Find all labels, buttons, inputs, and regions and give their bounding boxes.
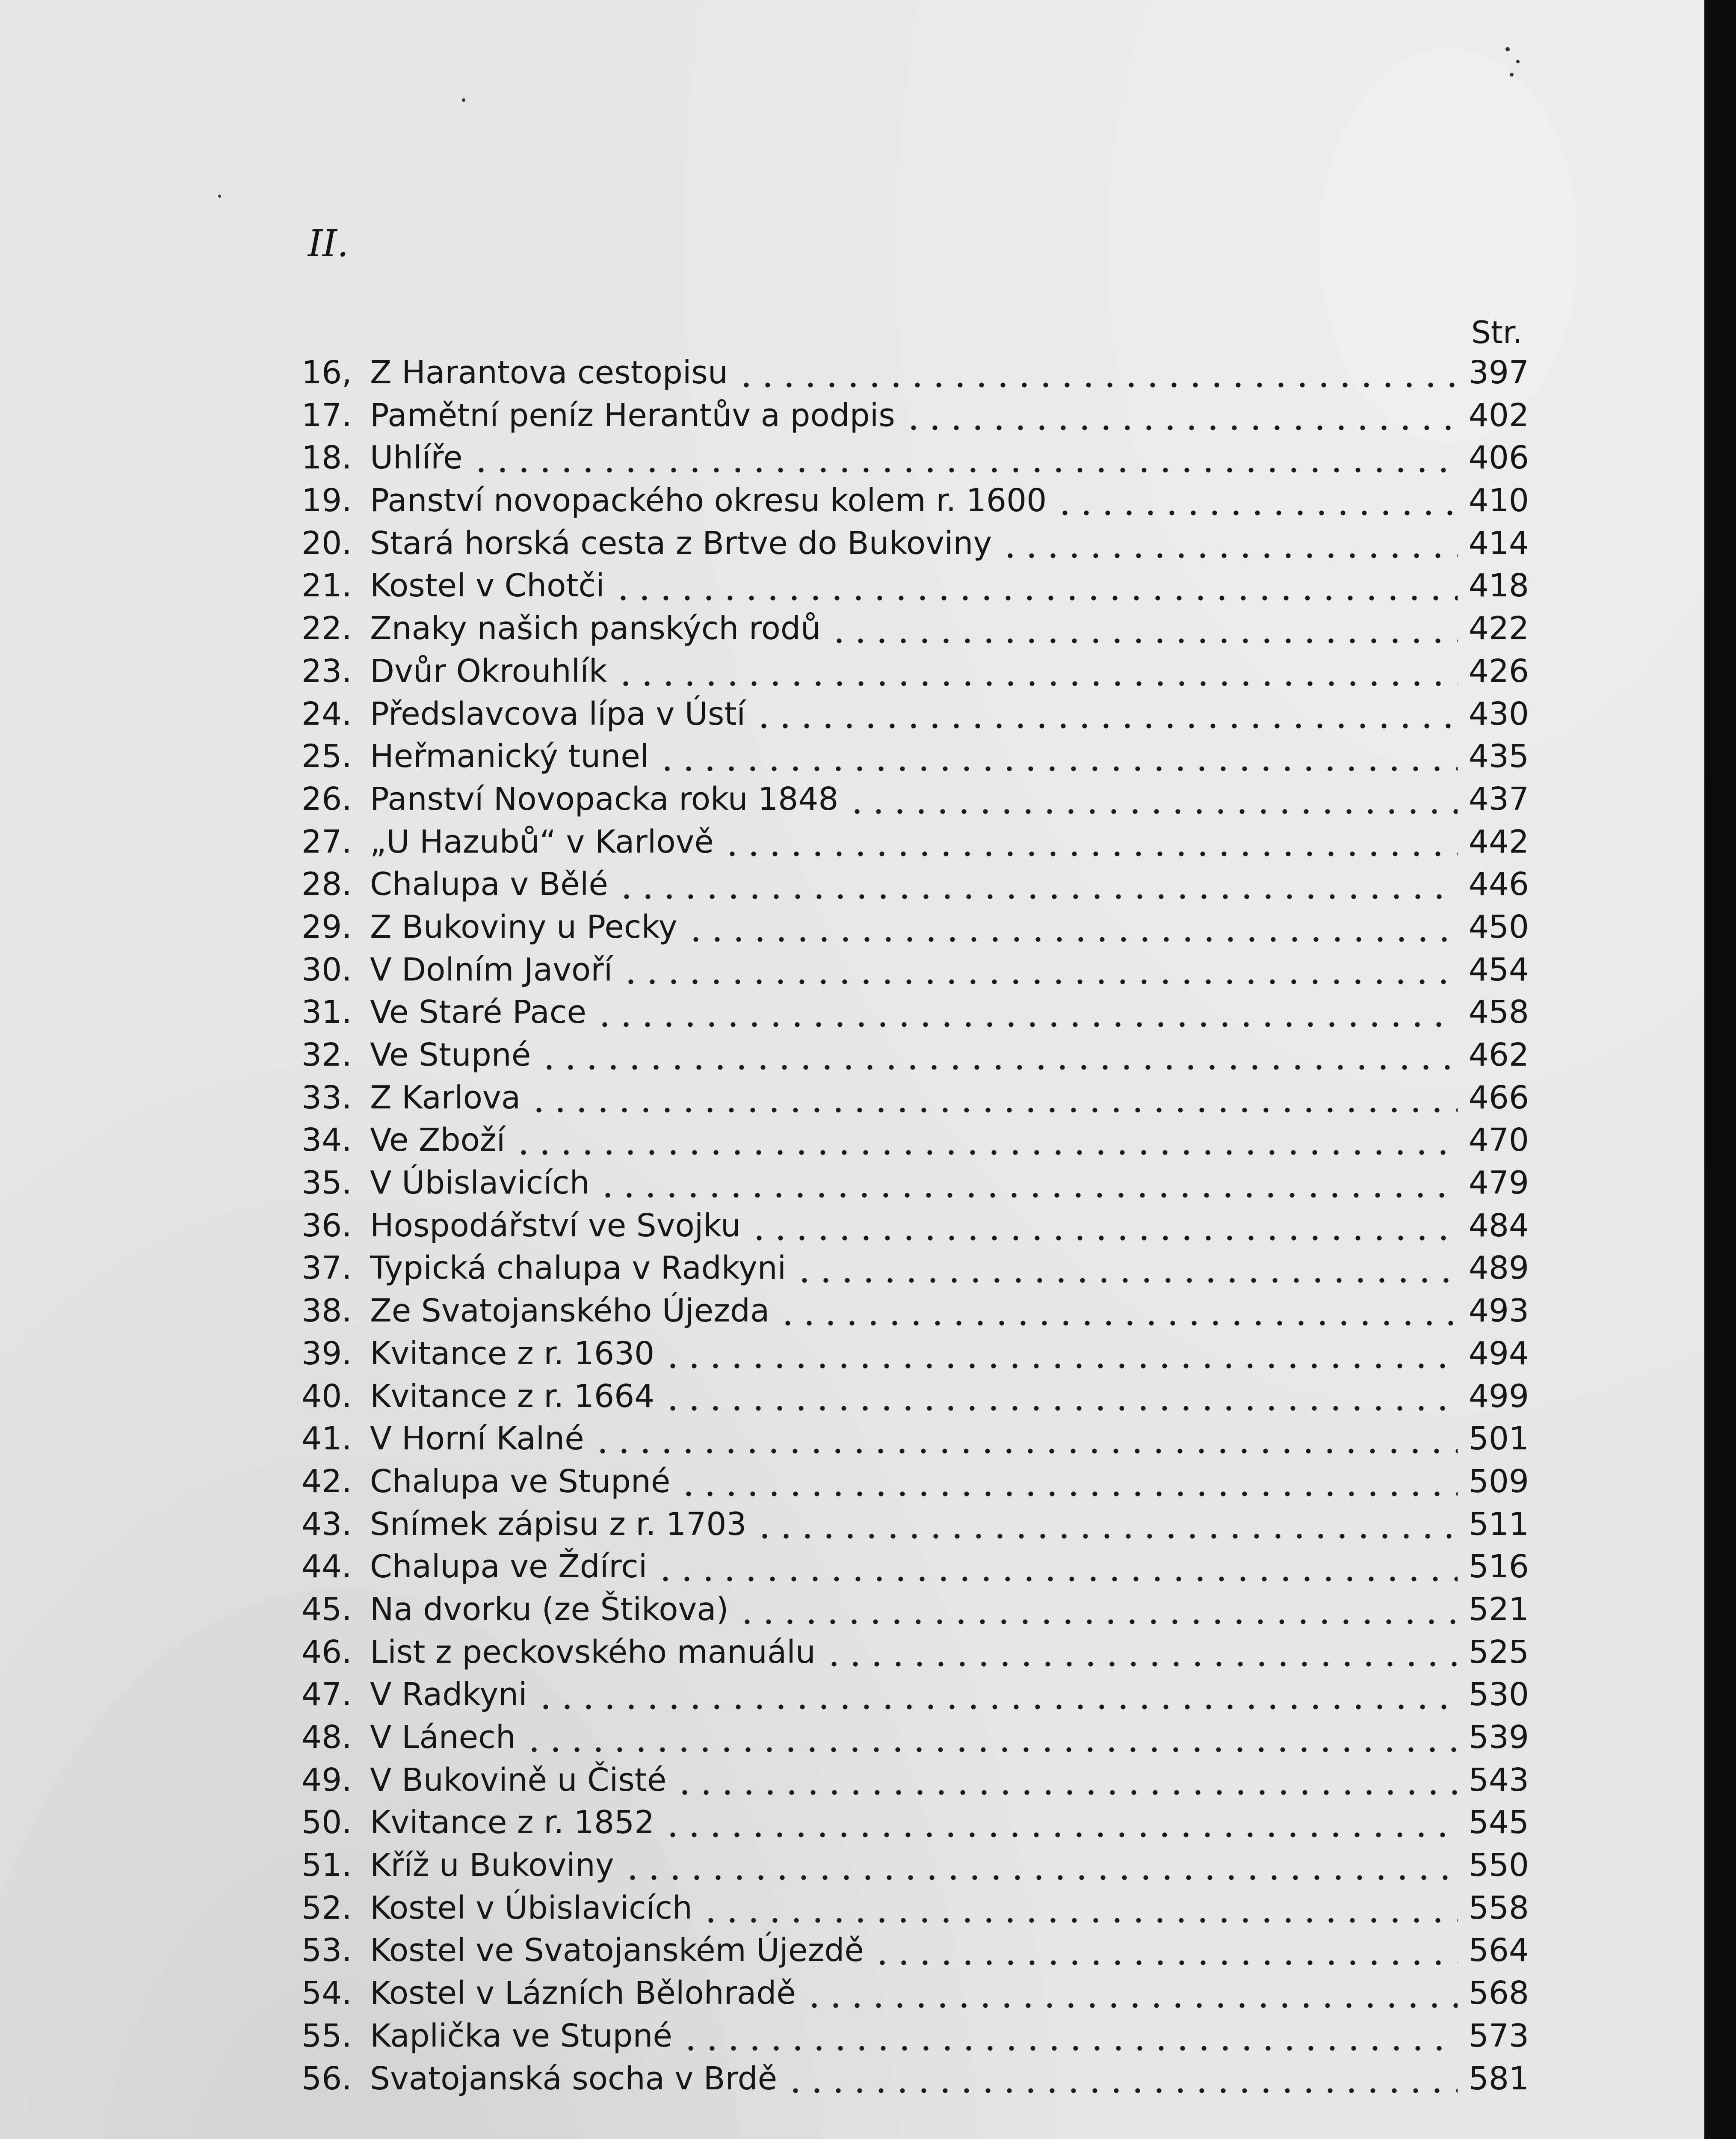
dot-leader [700,1918,1458,1923]
entry-title: Kvitance z r. 1630 [370,1335,655,1372]
dot-leader [528,1108,1458,1113]
dot-leader [872,1960,1458,1965]
dot-leader [612,595,1458,601]
entry-title: Heřmanický tunel [370,738,649,775]
toc-entry [302,565,1529,607]
entry-title: „U Hazubů“ v Karlově [370,823,714,860]
dot-leader [736,382,1458,388]
scan-speck [218,195,221,198]
entry-title: Kaplička ve Stupné [370,2017,672,2054]
entry-title: Z Bukoviny u Pecky [370,908,677,945]
entry-number: 43. [302,1505,352,1543]
entry-title: Kostel v Chotči [370,567,605,604]
scan-speck [1510,73,1514,77]
toc-entry [302,1588,1529,1631]
entry-number: 28. [302,866,352,903]
toc-entry [302,2015,1529,2058]
entry-number: 48. [302,1719,352,1756]
toc-entry [302,1290,1529,1333]
entry-page-number: 521 [1468,1591,1529,1628]
dot-leader [597,1193,1458,1198]
dot-leader [470,468,1458,473]
entry-title: Znaky našich panských rodů [370,610,821,647]
entry-number: 26. [302,780,352,818]
toc-entry [302,1418,1529,1461]
dot-leader [680,2046,1458,2051]
entry-number: 23. [302,652,352,690]
toc-entry [302,1205,1529,1247]
toc-entry [302,1503,1529,1546]
entry-page-number: 509 [1468,1463,1529,1500]
toc-entry [302,1631,1529,1674]
entry-number: 46. [302,1633,352,1671]
entry-title: Předslavcova lípa v Ústí [370,695,746,732]
entry-page-number: 426 [1468,652,1529,690]
entry-title: Chalupa ve Ždírci [370,1548,648,1585]
entry-page-number: 501 [1468,1420,1529,1458]
entry-page-number: 581 [1468,2060,1529,2097]
toc-entry [302,480,1529,522]
toc-entry [302,2058,1529,2100]
toc-entry [302,1887,1529,1930]
entry-page-number: 442 [1468,823,1529,860]
entry-title: V Úbislavicích [370,1164,590,1202]
dot-leader [513,1150,1458,1155]
entry-page-number: 484 [1468,1207,1529,1244]
dot-leader [538,1065,1458,1070]
entry-page-number: 499 [1468,1378,1529,1415]
entry-page-number: 558 [1468,1889,1529,1926]
entry-title: Kvitance z r. 1852 [370,1804,655,1841]
toc-entry [302,1375,1529,1418]
section-heading: II. [308,222,349,265]
entry-page-number: 466 [1468,1079,1529,1116]
toc-entry [302,607,1529,650]
toc-entry [302,1461,1529,1503]
dot-leader [674,1790,1458,1795]
entry-number: 53. [302,1932,352,1969]
entry-page-number: 418 [1468,567,1529,604]
entry-number: 16, [302,354,352,391]
entry-page-number: 458 [1468,994,1529,1031]
entry-page-number: 530 [1468,1676,1529,1713]
entry-page-number: 435 [1468,738,1529,775]
entry-title: Panství Novopacka roku 1848 [370,780,839,818]
entry-number: 37. [302,1250,352,1287]
toc-entry [302,735,1529,778]
toc-entry [302,1077,1529,1120]
toc-entry [302,437,1529,480]
entry-title: Uhlíře [370,439,463,477]
toc-entry [302,1333,1529,1375]
toc-entry [302,906,1529,949]
entry-number: 32. [302,1037,352,1073]
entry-page-number: 462 [1468,1037,1529,1073]
entry-number: 17. [302,397,352,434]
entry-page-number: 545 [1468,1804,1529,1841]
toc-entry [302,1674,1529,1716]
entry-number: 39. [302,1335,352,1372]
entry-title: Kvitance z r. 1664 [370,1378,655,1415]
entry-number: 50. [302,1804,352,1841]
dot-leader [794,1278,1458,1283]
toc-entry [302,693,1529,736]
dot-leader [535,1704,1458,1709]
toc-entry [302,650,1529,693]
entry-page-number: 573 [1468,2017,1529,2054]
entry-title: Kostel v Lázních Bělohradě [370,1975,796,2012]
entry-number: 18. [302,439,352,477]
entry-title: Snímek zápisu z r. 1703 [370,1505,747,1543]
toc-entry [302,1247,1529,1290]
entry-title: Ve Stupné [370,1037,531,1073]
entry-title: V Horní Kalné [370,1420,584,1458]
entry-page-number: 446 [1468,866,1529,903]
entry-number: 56. [302,2060,352,2097]
entry-number: 35. [302,1164,352,1202]
entry-number: 47. [302,1676,352,1713]
entry-number: 24. [302,695,352,732]
toc-entry [302,1844,1529,1887]
dot-leader [594,1022,1458,1027]
entry-title: Ve Staré Pace [370,994,586,1031]
dot-leader [754,1534,1458,1539]
entry-title: V Lánech [370,1719,516,1756]
entry-title: Ze Svatojanského Újezda [370,1292,770,1330]
scan-speck [462,98,465,102]
toc-entry [302,1034,1529,1077]
entry-number: 51. [302,1847,352,1884]
entry-page-number: 410 [1468,482,1529,519]
entry-page-number: 493 [1468,1292,1529,1330]
entry-page-number: 564 [1468,1932,1529,1969]
entry-page-number: 543 [1468,1761,1529,1798]
toc-entry [302,394,1529,437]
entry-number: 22. [302,610,352,647]
entry-page-number: 397 [1468,354,1529,391]
entry-title: Z Karlova [370,1079,521,1116]
toc-entry [302,1162,1529,1205]
entry-title: Typická chalupa v Radkyni [370,1250,787,1287]
dot-leader [657,766,1458,771]
dot-leader [620,979,1458,984]
entry-title: V Dolním Javoří [370,951,613,988]
dot-leader [846,809,1458,814]
entry-page-number: 430 [1468,695,1529,732]
entry-number: 55. [302,2017,352,2054]
entry-number: 45. [302,1591,352,1628]
scan-speck [1516,60,1520,63]
entry-number: 27. [302,823,352,860]
entry-page-number: 422 [1468,610,1529,647]
entry-number: 30. [302,951,352,988]
scan-border-right [1704,0,1736,2139]
dot-leader [785,2088,1458,2093]
dot-leader [523,1747,1458,1752]
entry-number: 40. [302,1378,352,1415]
toc-entry [302,991,1529,1034]
entry-page-number: 516 [1468,1548,1529,1585]
entry-page-number: 454 [1468,951,1529,988]
toc-entry [302,1546,1529,1588]
dot-leader [678,1491,1458,1496]
toc-entry [302,949,1529,992]
entry-page-number: 489 [1468,1250,1529,1287]
entry-title: Pamětní peníz Herantův a podpis [370,397,895,434]
page-column-label: Str. [1471,314,1523,350]
entry-page-number: 406 [1468,439,1529,477]
entry-number: 36. [302,1207,352,1244]
entry-number: 20. [302,524,352,562]
dot-leader [748,1235,1458,1241]
toc-entry [302,1759,1529,1802]
scan-speck [1505,47,1510,51]
entry-page-number: 450 [1468,908,1529,945]
entry-number: 25. [302,738,352,775]
entry-title: Hospodářství ve Svojku [370,1207,741,1244]
entry-number: 49. [302,1761,352,1798]
entry-number: 29. [302,908,352,945]
dot-leader [736,1619,1458,1624]
dot-leader [616,894,1458,899]
entry-title: Dvůr Okrouhlík [370,652,607,690]
toc-entry [302,1972,1529,2015]
entry-number: 31. [302,994,352,1031]
entry-title: Na dvorku (ze Štikova) [370,1591,729,1628]
dot-leader [1054,510,1458,515]
entry-title: Chalupa ve Stupné [370,1463,671,1500]
entry-title: Kostel v Úbislavicích [370,1889,692,1926]
dot-leader [903,425,1458,430]
entry-number: 33. [302,1079,352,1116]
entry-title: Ve Zboží [370,1122,506,1159]
dot-leader [662,1832,1458,1837]
entry-title: Z Harantova cestopisu [370,354,728,391]
dot-leader [828,638,1458,643]
entry-title: V Radkyni [370,1676,527,1713]
toc-entry [302,1119,1529,1162]
dot-leader [655,1576,1458,1582]
entry-page-number: 539 [1468,1719,1529,1756]
toc-entry [302,1716,1529,1759]
toc-entry [302,1801,1529,1844]
dot-leader [777,1321,1458,1326]
entry-page-number: 511 [1468,1505,1529,1543]
entry-title: Stará horská cesta z Brtve do Bukoviny [370,524,992,562]
toc-entry [302,522,1529,565]
dot-leader [753,723,1458,729]
entry-number: 19. [302,482,352,519]
entry-number: 21. [302,567,352,604]
entry-title: Chalupa v Bělé [370,866,608,903]
entry-page-number: 437 [1468,780,1529,818]
dot-leader [722,851,1458,856]
toc-entry [302,1929,1529,1972]
entry-title: V Bukovině u Čisté [370,1761,667,1798]
entry-number: 41. [302,1420,352,1458]
entry-title: Svatojanská socha v Brdě [370,2060,778,2097]
entry-page-number: 479 [1468,1164,1529,1202]
dot-leader [662,1406,1458,1411]
entry-title: Panství novopackého okresu kolem r. 1600 [370,482,1047,519]
dot-leader [1000,553,1458,558]
dot-leader [823,1662,1458,1667]
dot-leader [662,1363,1458,1369]
entry-title: List z peckovského manuálu [370,1633,816,1671]
entry-number: 38. [302,1292,352,1330]
toc-entry [302,352,1529,394]
entry-number: 52. [302,1889,352,1926]
entry-page-number: 550 [1468,1847,1529,1884]
entry-number: 54. [302,1975,352,2012]
table-of-contents [302,352,1529,2100]
entry-page-number: 568 [1468,1975,1529,2012]
entry-number: 44. [302,1548,352,1585]
toc-entry [302,778,1529,821]
dot-leader [804,2003,1458,2008]
toc-entry [302,821,1529,864]
dot-leader [622,1875,1458,1880]
entry-title: Kříž u Bukoviny [370,1847,614,1884]
entry-page-number: 402 [1468,397,1529,434]
entry-page-number: 494 [1468,1335,1529,1372]
dot-leader [685,937,1458,942]
entry-number: 42. [302,1463,352,1500]
entry-page-number: 470 [1468,1122,1529,1159]
entry-number: 34. [302,1122,352,1159]
entry-title: Kostel ve Svatojanském Újezdě [370,1932,864,1969]
toc-entry [302,863,1529,906]
entry-page-number: 414 [1468,524,1529,562]
entry-page-number: 525 [1468,1633,1529,1671]
dot-leader [615,681,1458,686]
dot-leader [592,1449,1458,1454]
